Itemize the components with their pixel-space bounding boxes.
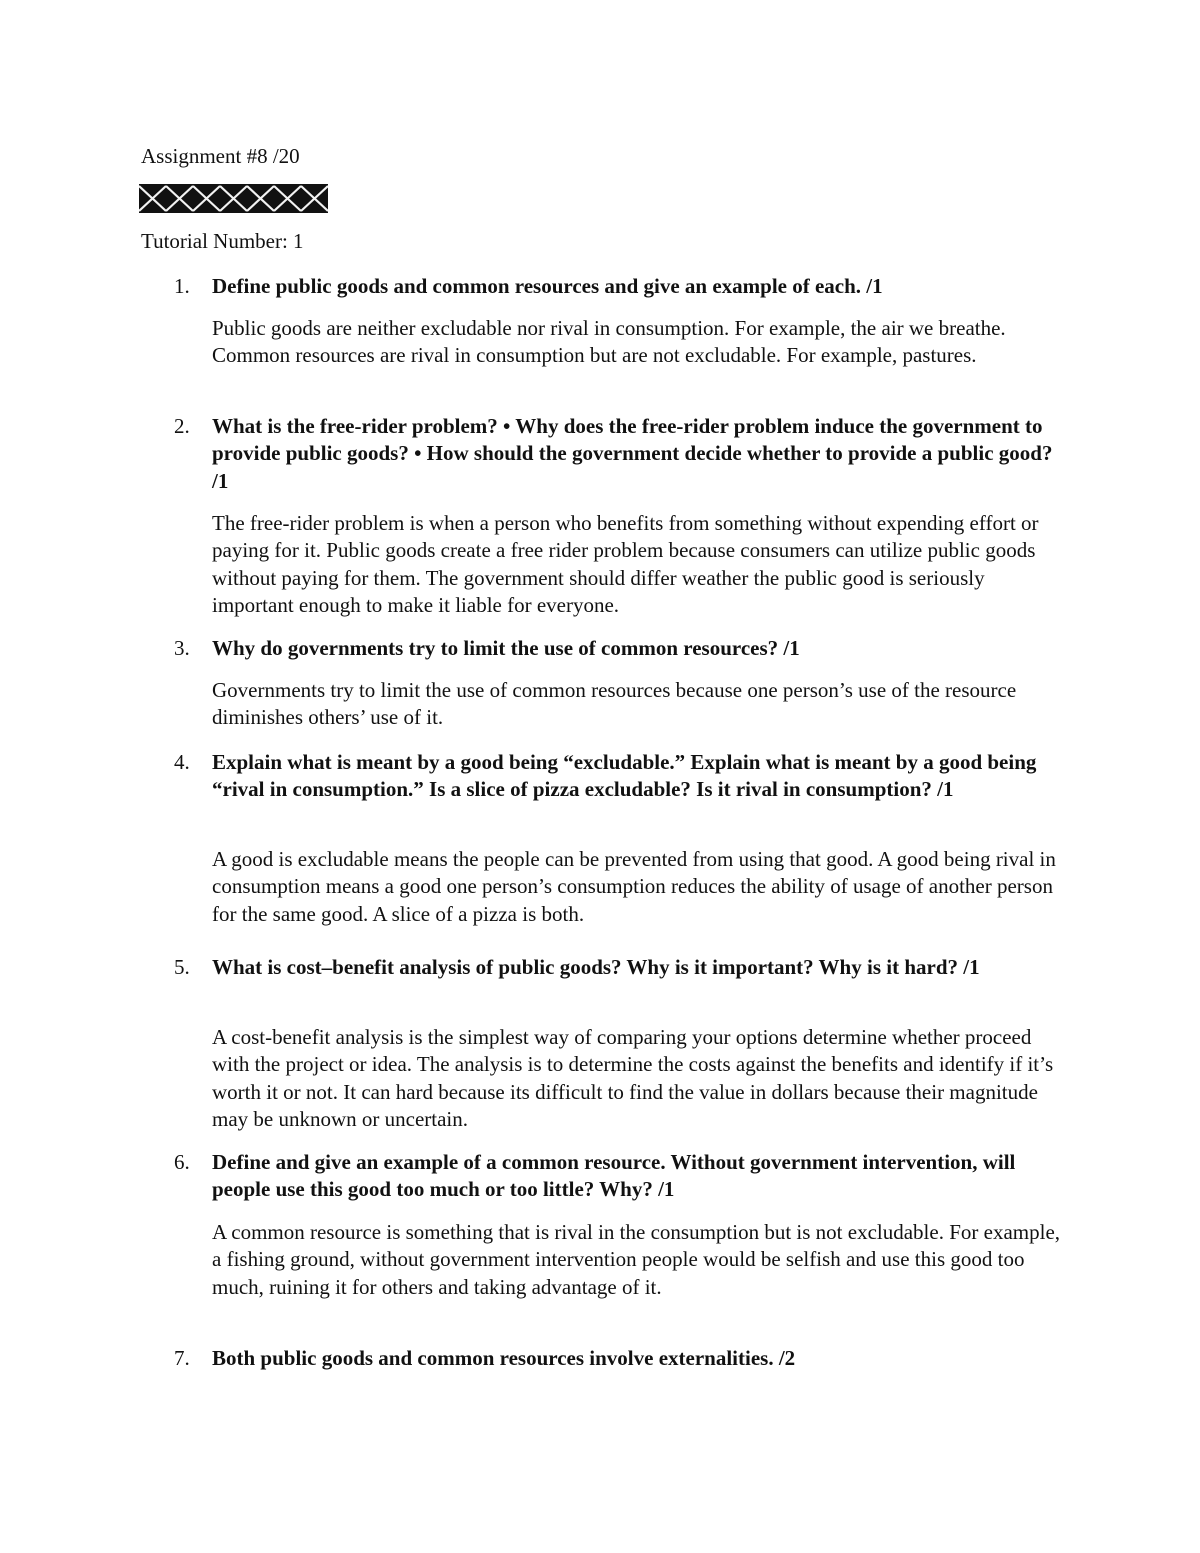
- question-text: Explain what is meant by a good being “excludable.” Explain what is meant by a good being “rival in consumption.” Is a slice of pizza excludable? Is it rival in consumption? /1: [212, 750, 1037, 802]
- answer-text: Governments try to limit the use of common resources because one person’s use of the resource diminishes others’ use of it.: [212, 678, 1017, 730]
- question-number: 6.: [174, 1150, 190, 1174]
- question-number: 7.: [174, 1346, 190, 1370]
- question-text: Define public goods and common resources and give an example of each. /1: [212, 274, 883, 298]
- question-number: 1.: [174, 274, 190, 298]
- question-text: Define and give an example of a common resource. Without government intervention, will people use this good too much or too little? Why? /1: [212, 1150, 1016, 1202]
- redaction-pattern: [139, 184, 328, 213]
- question-text: Both public goods and common resources involve externalities. /2: [212, 1346, 796, 1370]
- answer-text: Public goods are neither excludable nor rival in consumption. For example, the air we breathe. Common resources are rival in consumption but are not excludable. For example, pastures.: [212, 316, 1006, 368]
- question-number: 4.: [174, 750, 190, 774]
- question-text: What is the free-rider problem? • Why does the free-rider problem induce the government to provide public goods? • How should the government decide whether to provide a public good? /1: [212, 414, 1053, 493]
- answer-text: A good is excludable means the people can be prevented from using that good. A good being rival in consumption means a good one person’s consumption reduces the ability of usage of another person for the same good. A slice of a pizza is both.: [212, 847, 1056, 926]
- assignment-title: Assignment #8 /20: [141, 144, 300, 168]
- question-text: Why do governments try to limit the use of common resources? /1: [212, 636, 800, 660]
- question-number: 5.: [174, 955, 190, 979]
- question-text: What is cost–benefit analysis of public goods? Why is it important? Why is it hard? /1: [212, 955, 980, 979]
- answer-text: The free-rider problem is when a person who benefits from something without expending effort or paying for it. Public goods create a free rider problem because consumers can utilize public goods without paying for them. The government should differ weather the public good is seriously important enough to make it liable for everyone.: [212, 511, 1039, 618]
- question-number: 2.: [174, 414, 190, 438]
- question-number: 3.: [174, 636, 190, 660]
- answer-text: A common resource is something that is rival in the consumption but is not excludable. For example, a fishing ground, without government intervention people would be selfish and use this good too much, ruining it for others and taking advantage of it.: [212, 1220, 1061, 1299]
- tutorial-number: Tutorial Number: 1: [141, 229, 304, 253]
- answer-text: A cost-benefit analysis is the simplest way of comparing your options determine whether proceed with the project or idea. The analysis is to determine the costs against the benefits and identify if it’s worth it or not. It can hard because its difficult to find the value in dollars because their magnitude may be unknown or uncertain.: [212, 1025, 1054, 1132]
- redacted-name-block: [139, 184, 328, 213]
